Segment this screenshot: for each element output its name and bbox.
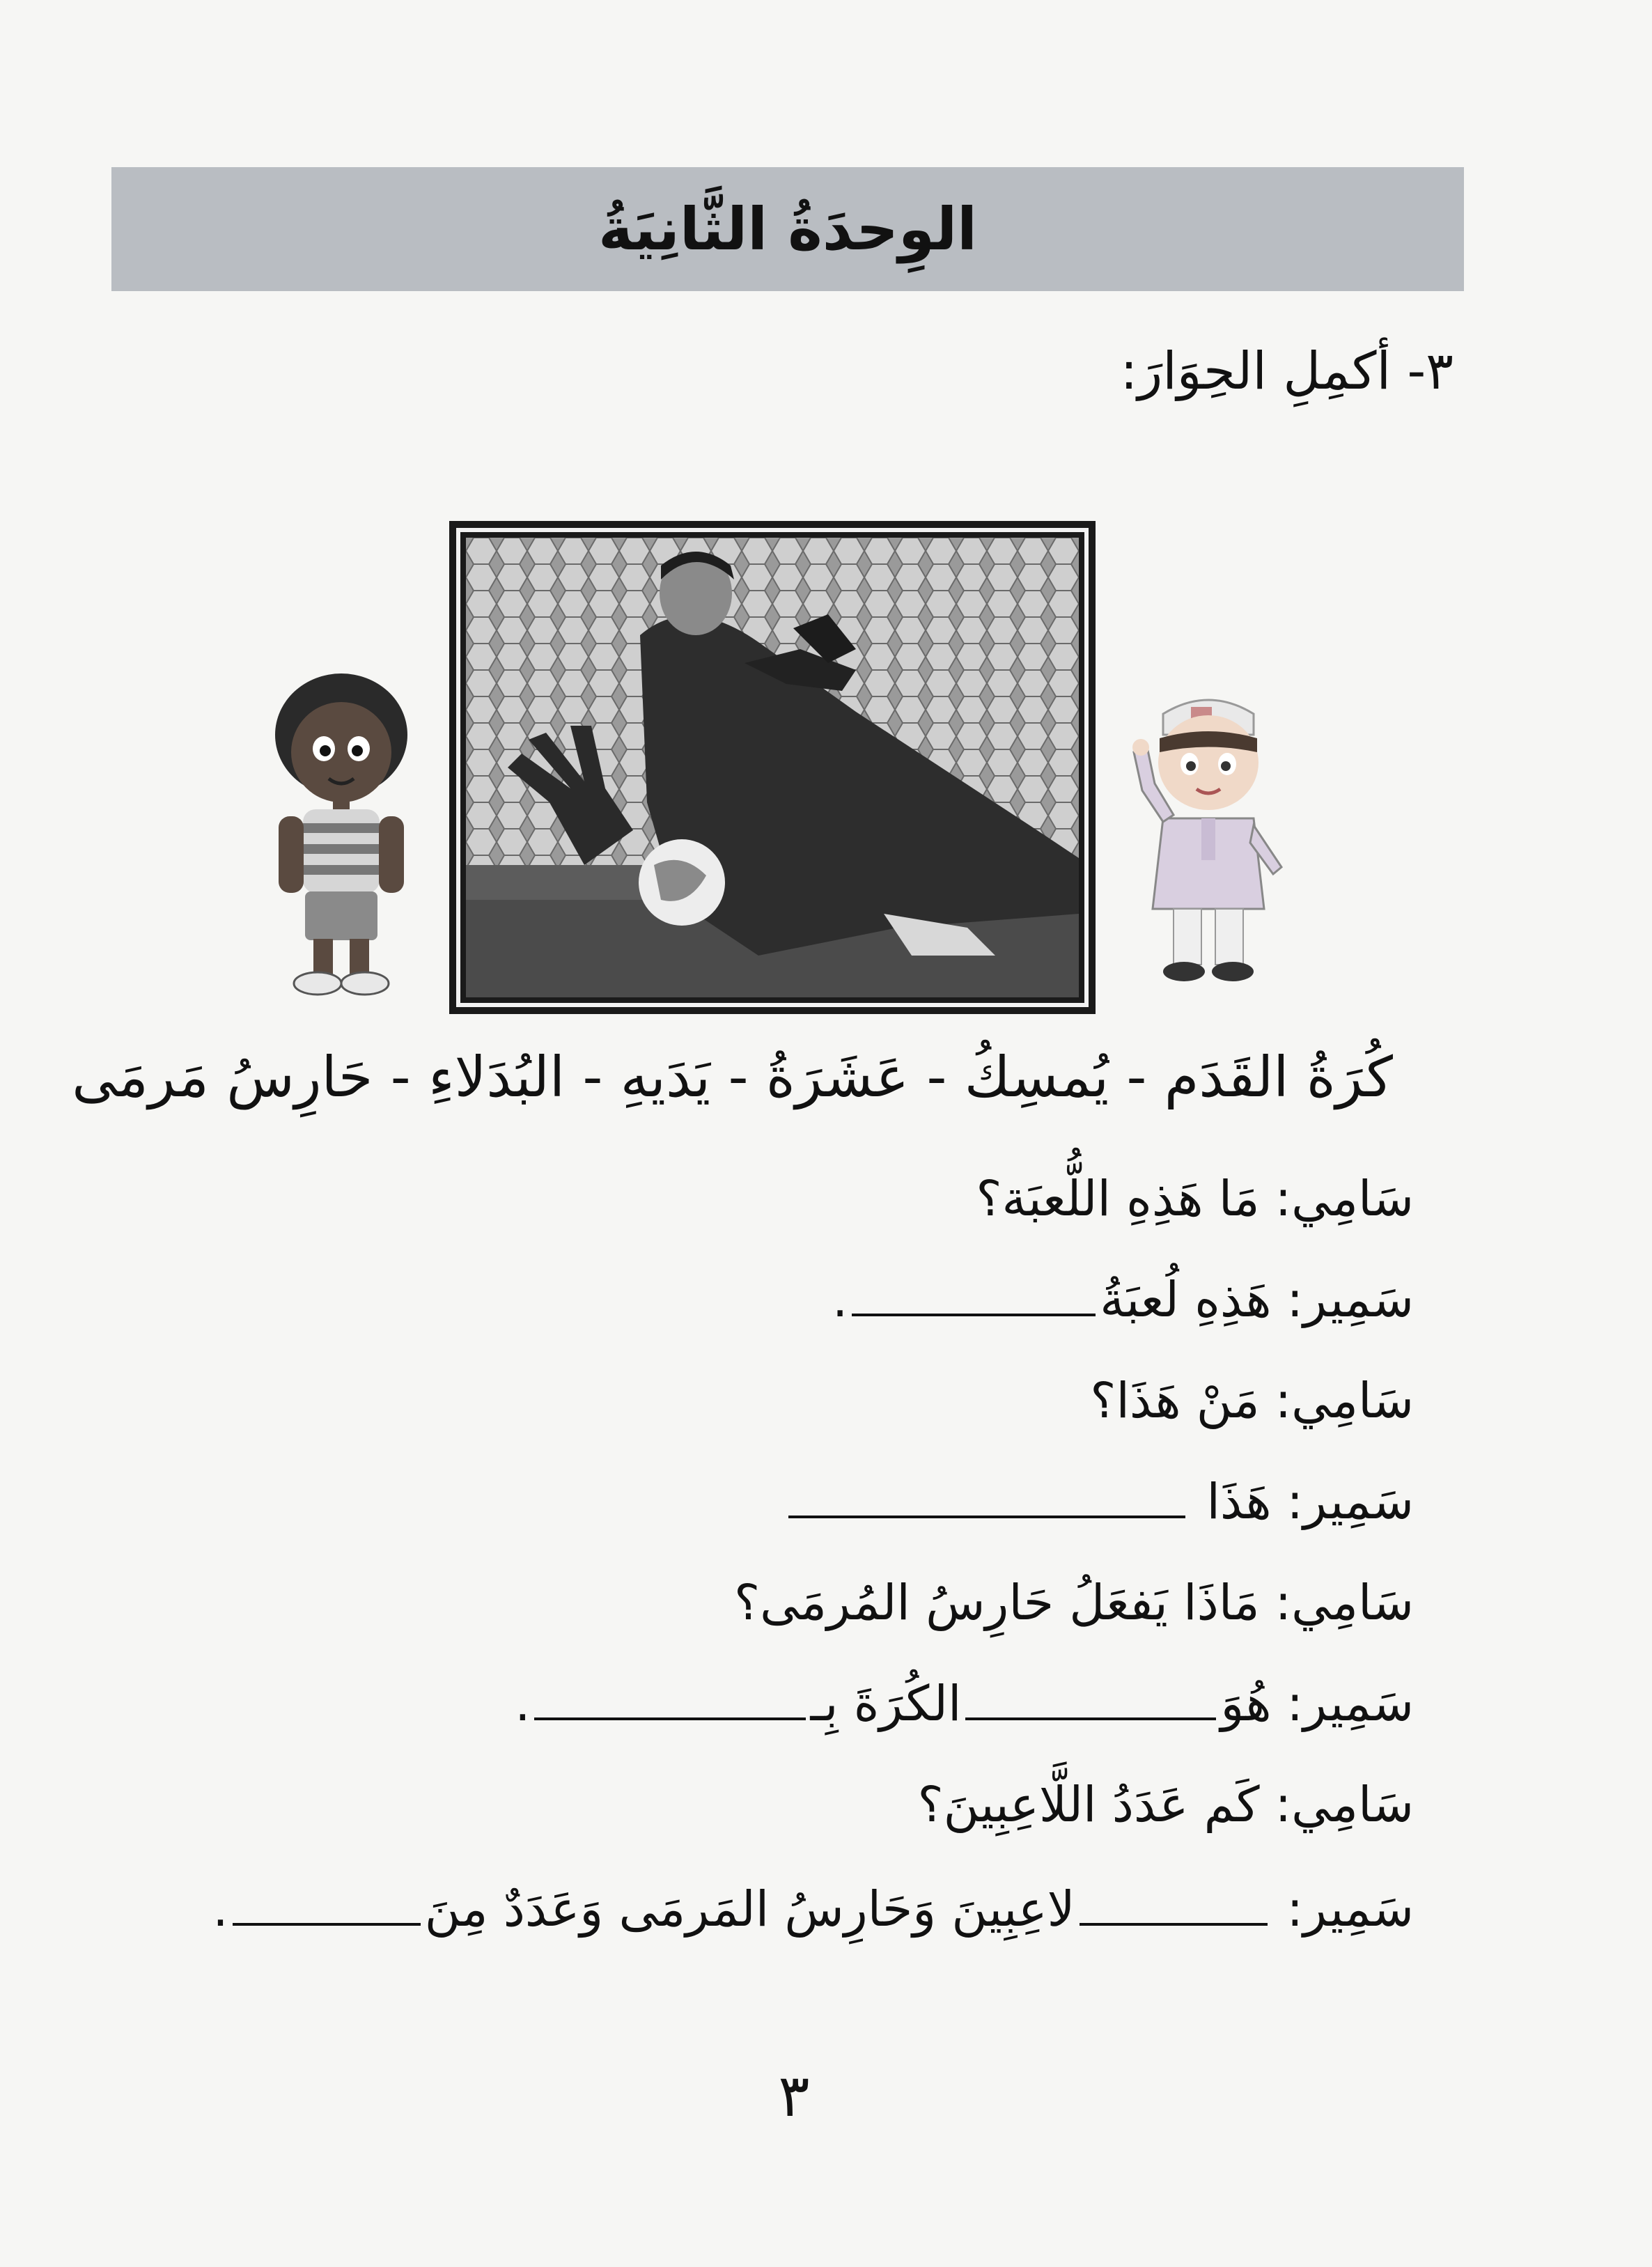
dialogue-line-7 <box>918 1776 1415 1833</box>
dialogue-line-4 <box>784 1473 1414 1530</box>
dialogue-line-1 <box>976 1170 1414 1227</box>
dialogue-text: هَذَا <box>1206 1473 1272 1530</box>
dialogue-text: الكُرَةَ بِـ <box>810 1675 962 1732</box>
goalkeeper-photo-image <box>466 538 1079 997</box>
answer-blank[interactable] <box>233 1916 421 1926</box>
dialogue-line-2 <box>832 1271 1414 1328</box>
speaker-samir: سَمِير: <box>1286 1473 1414 1530</box>
dialogue-line-5 <box>734 1574 1414 1631</box>
exercise-instruction: ٣- أكمِلِ الحِوَارَ: <box>1120 341 1454 401</box>
speaker-samir: سَمِير: <box>1286 1880 1414 1938</box>
dialogue-text: مَا هَذِهِ اللُّعبَة؟ <box>976 1170 1260 1227</box>
speaker-samir: سَمِير: <box>1286 1675 1414 1732</box>
speaker-samir: سَمِير: <box>1286 1271 1414 1328</box>
dialogue-line-3 <box>1090 1372 1414 1429</box>
dialogue-line-6 <box>515 1675 1414 1732</box>
unit-banner <box>111 167 1464 291</box>
answer-blank[interactable] <box>965 1711 1216 1720</box>
dialogue-text: هُوَ <box>1220 1675 1272 1732</box>
dialogue-text: لاعِبِينَ وَحَارِسُ المَرمَى وَعَدَدٌ مِنَ <box>424 1880 1075 1938</box>
period: . <box>832 1271 848 1328</box>
period: . <box>515 1675 531 1732</box>
speaker-sami: سَامِي: <box>1275 1776 1414 1833</box>
dialogue-text: مَاذَا يَفعَلُ حَارِسُ المُرمَى؟ <box>734 1574 1260 1631</box>
dialogue-text: هَذِهِ لُعبَةُ <box>1100 1271 1272 1328</box>
page-number: ٣ <box>778 2062 810 2130</box>
word-bank: كُرَةُ القَدَم - يُمسِكُ - عَشَرَةُ - يَدَيهِ - البُدَلاءِ - حَارِسُ مَرمَى <box>72 1045 1393 1109</box>
answer-blank[interactable] <box>1080 1916 1268 1926</box>
answer-blank[interactable] <box>852 1307 1096 1316</box>
answer-blank[interactable] <box>534 1711 806 1720</box>
dialogue-text: كَم عَدَدُ اللَّاعِبِينَ؟ <box>917 1776 1260 1833</box>
speaker-sami: سَامِي: <box>1275 1574 1414 1631</box>
dialogue-text: مَنْ هَذَا؟ <box>1090 1372 1260 1429</box>
goalkeeper-photo-frame <box>449 521 1096 1014</box>
boy-with-cap-illustration <box>1114 686 1302 992</box>
period: . <box>212 1880 228 1938</box>
speaker-sami: سَامِي: <box>1275 1170 1414 1227</box>
answer-blank[interactable] <box>788 1509 1185 1518</box>
dialogue-line-8 <box>212 1880 1414 1938</box>
speaker-sami: سَامِي: <box>1275 1372 1414 1429</box>
goalkeeper-photo <box>456 528 1089 1007</box>
boy-striped-shirt-illustration <box>265 662 418 1003</box>
unit-title: الوِحدَةُ الثَّانِيَةُ <box>598 195 977 263</box>
